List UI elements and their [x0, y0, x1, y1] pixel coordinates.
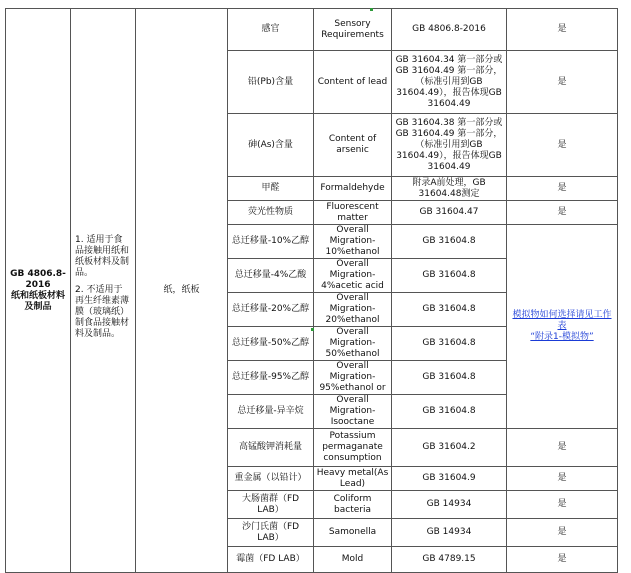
- standard-cell: [6, 9, 71, 573]
- method: GB 31604.8: [392, 225, 507, 259]
- result: 是: [507, 114, 618, 177]
- result: 是: [507, 519, 618, 547]
- result: 是: [507, 9, 618, 51]
- result: 是: [507, 201, 618, 225]
- method: 附录A前处理，GB 31604.48测定: [392, 177, 507, 201]
- item-en: Content of lead: [314, 51, 392, 114]
- item-en: Fluorescent matter: [314, 201, 392, 225]
- item-cn: 甲醛: [228, 177, 314, 201]
- item-en: Heavy metal(As Lead): [314, 467, 392, 491]
- item-en: Content of arsenic: [314, 114, 392, 177]
- material-label: 纸，纸板: [163, 285, 200, 295]
- item-en: Overall Migration-Isooctane: [314, 395, 392, 429]
- result: 是: [507, 547, 618, 573]
- item-en: Overall Migration-50%ethanol: [314, 327, 392, 361]
- table-row: [6, 9, 618, 51]
- item-cn: 感官: [228, 9, 314, 51]
- method: GB 4789.15: [392, 547, 507, 573]
- item-en: Samonella: [314, 519, 392, 547]
- cell-comment-marker: [311, 328, 314, 331]
- item-cn: 荧光性物质: [228, 201, 314, 225]
- migration-note[interactable]: [507, 225, 618, 429]
- material-cell: [136, 9, 228, 573]
- item-en: Overall Migration-20%ethanol: [314, 293, 392, 327]
- method: GB 31604.9: [392, 467, 507, 491]
- method: GB 4806.8-2016: [392, 9, 507, 51]
- method: GB 14934: [392, 519, 507, 547]
- method: GB 14934: [392, 491, 507, 519]
- result: 是: [507, 429, 618, 467]
- item-cn: 总迁移量-50%乙醇: [228, 327, 314, 361]
- item-cn: 总迁移量-异辛烷: [228, 395, 314, 429]
- item-cn: 霉菌（FD LAB）: [228, 547, 314, 573]
- item-cn: 大肠菌群（FD LAB）: [228, 491, 314, 519]
- result: 是: [507, 177, 618, 201]
- item-cn: 铅(Pb)含量: [228, 51, 314, 114]
- method: GB 31604.8: [392, 361, 507, 395]
- item-en: Potassium permaganate consumption: [314, 429, 392, 467]
- method: GB 31604.8: [392, 395, 507, 429]
- result: 是: [507, 51, 618, 114]
- item-cn: 高锰酸钾消耗量: [228, 429, 314, 467]
- scope-cell: [71, 9, 136, 573]
- result: 是: [507, 491, 618, 519]
- method: GB 31604.38 第一部分或GB 31604.49 第一部分，（标准引用到GB 31604.49），报告体现GB 31604.49: [392, 114, 507, 177]
- item-cn: 总迁移量-10%乙醇: [228, 225, 314, 259]
- scope-item-2: 2. 不适用于再生纤维素薄膜（玻璃纸）制食品接触材料及制品。: [75, 285, 130, 339]
- item-cn: 砷(As)含量: [228, 114, 314, 177]
- method: GB 31604.8: [392, 327, 507, 361]
- item-cn: 沙门氏菌（FD LAB）: [228, 519, 314, 547]
- item-en: Coliform bacteria: [314, 491, 392, 519]
- item-cn: 重金属（以铅计）: [228, 467, 314, 491]
- standard-label: GB 4806.8-2016 纸和纸板材料及制品: [10, 268, 66, 312]
- method: GB 31604.2: [392, 429, 507, 467]
- cell-comment-marker: [370, 8, 373, 11]
- method: GB 31604.8: [392, 293, 507, 327]
- item-en: Mold: [314, 547, 392, 573]
- item-en: Sensory Requirements: [314, 9, 392, 51]
- item-cn: 总迁移量-95%乙醇: [228, 361, 314, 395]
- item-en: Overall Migration-95%ethanol or: [314, 361, 392, 395]
- result: 是: [507, 467, 618, 491]
- method: GB 31604.34 第一部分或GB 31604.49 第一部分，（标准引用到GB 31604.49），报告体现GB 31604.49: [392, 51, 507, 114]
- method: GB 31604.8: [392, 259, 507, 293]
- migration-note-link[interactable]: 模拟物如何选择请见工作表 “附录1-模拟物”: [512, 310, 612, 342]
- item-cn: 总迁移量-20%乙醇: [228, 293, 314, 327]
- scope-item-1: 1. 适用于食品接触用纸和纸板材料及制品。: [75, 235, 130, 278]
- item-en: Formaldehyde: [314, 177, 392, 201]
- item-cn: 总迁移量-4%乙酸: [228, 259, 314, 293]
- item-en: Overall Migration-4%acetic acid: [314, 259, 392, 293]
- item-en: Overall Migration-10%ethanol: [314, 225, 392, 259]
- method: GB 31604.47: [392, 201, 507, 225]
- standards-table: [5, 8, 618, 573]
